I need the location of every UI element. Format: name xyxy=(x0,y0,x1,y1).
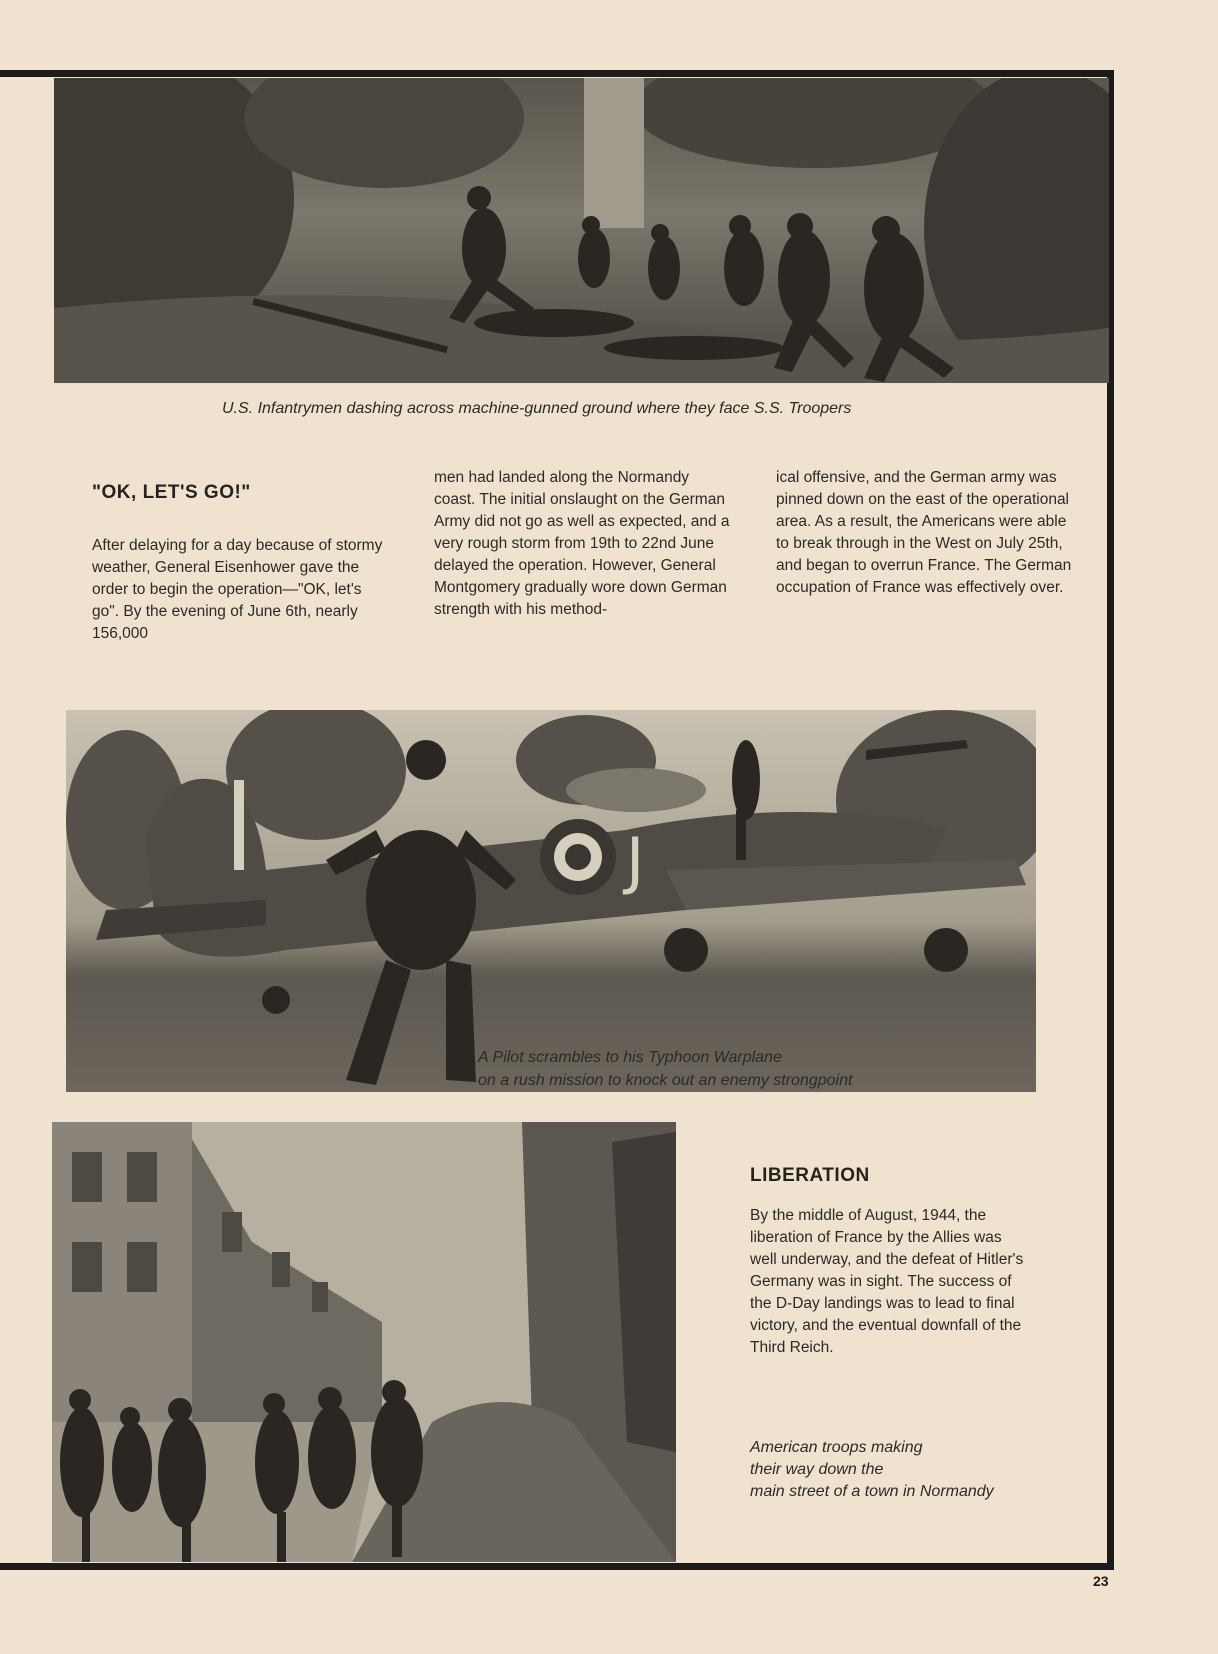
town-caption-line-1: American troops making xyxy=(750,1439,923,1456)
ok-column-2: men had landed along the Normandy coast. The initial onslaught on the German Army did not go as well as expected, and a very rough storm from 19th to 22nd June delayed the operation. However, General Montgomery gradually wore down German strength with his method- xyxy=(434,469,730,618)
typhoon-caption-line-2: on a rush mission to knock out an enemy strongpoint xyxy=(478,1072,853,1089)
roundel-letter: J xyxy=(626,824,645,897)
liberation-heading: LIBERATION xyxy=(750,1165,870,1186)
town-caption-line-3: main street of a town in Normandy xyxy=(750,1483,994,1500)
page-frame-bottom xyxy=(0,1563,1114,1570)
town-street-photo xyxy=(52,1122,676,1562)
ok-column-3: ical offensive, and the German army was pinned down on the east of the operational area. As a result, the Americans were able to break through in the West on July 25th, and began to overrun France. The German occupation of France was effectively over. xyxy=(776,469,1072,596)
infantry-caption: U.S. Infantrymen dashing across machine-gunned ground where they face S.S. Troopers xyxy=(222,400,852,417)
ok-lets-go-heading: "OK, LET'S GO!" xyxy=(92,482,251,503)
liberation-body: By the middle of August, 1944, the liberation of France by the Allies was well underway, and the defeat of Hitler's Germany was in sight. The success of the D-Day landings was to lead to final victory, and the eventual downfall of the Third Reich. xyxy=(750,1207,1024,1356)
infantry-photo xyxy=(54,78,1109,383)
page-number: 23 xyxy=(1093,1573,1109,1589)
page-frame-top xyxy=(0,70,1114,77)
typhoon-photo xyxy=(66,710,1036,1092)
typhoon-caption-line-1: A Pilot scrambles to his Typhoon Warplane xyxy=(478,1049,782,1066)
town-caption-line-2: their way down the xyxy=(750,1461,884,1478)
ok-column-1: After delaying for a day because of stormy weather, General Eisenhower gave the order to begin the operation—"OK, let's go". By the evening of June 6th, nearly 156,000 xyxy=(92,537,383,642)
